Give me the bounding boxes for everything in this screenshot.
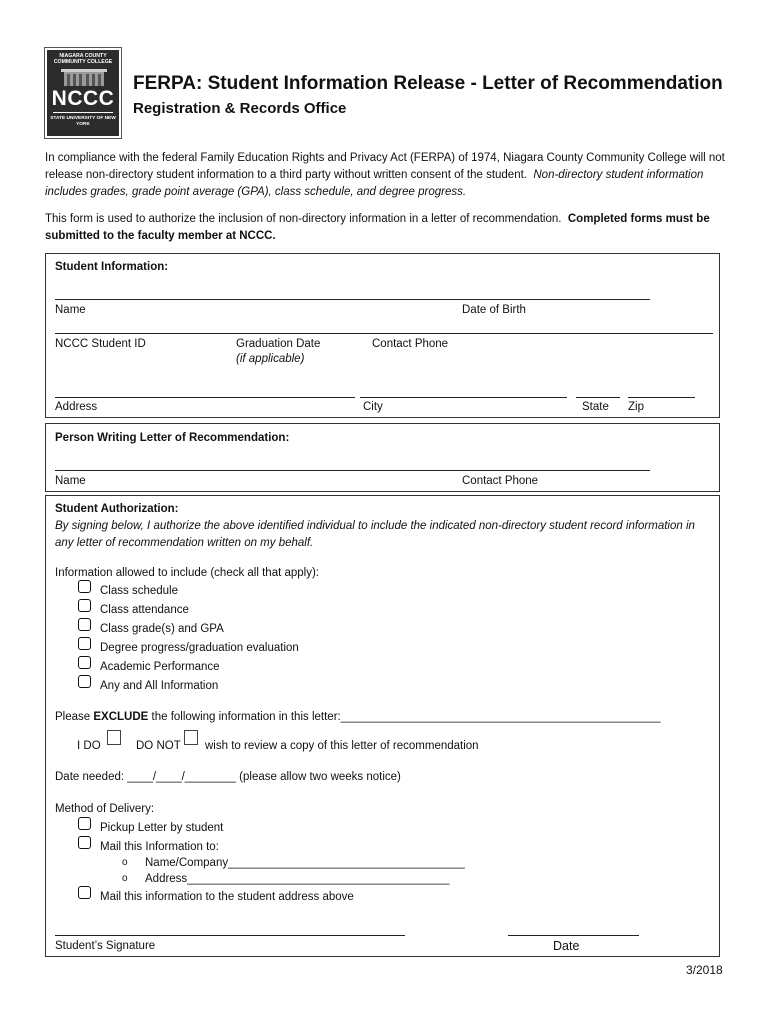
option-all-information: Any and All Information xyxy=(100,680,219,692)
writer-phone-label: Contact Phone xyxy=(462,475,539,487)
do-not-label: DO NOT xyxy=(136,740,181,752)
option-grades-gpa: Class grade(s) and GPA xyxy=(100,623,224,635)
option-class-attendance: Class attendance xyxy=(100,604,189,616)
mail-to-label: Mail this Information to: xyxy=(100,841,219,853)
student-id-field[interactable] xyxy=(55,333,713,334)
exclude-line[interactable] xyxy=(55,711,661,723)
pickup-label: Pickup Letter by student xyxy=(100,822,224,834)
signature-field[interactable] xyxy=(55,935,405,936)
mail-to-checkbox[interactable] xyxy=(78,836,91,849)
state-field[interactable] xyxy=(576,397,620,398)
option-degree-progress: Degree progress/graduation evaluation xyxy=(100,642,299,654)
mail-student-label: Mail this information to the student address above xyxy=(100,891,354,903)
mail-student-checkbox[interactable] xyxy=(78,886,91,899)
review-text: wish to review a copy of this letter of recommendation xyxy=(205,740,479,752)
zip-field[interactable] xyxy=(628,397,695,398)
student-id-label: NCCC Student ID xyxy=(55,338,146,350)
state-label: State xyxy=(582,401,609,413)
intro-text-2: This form is used to authorize the inclusion of non-directory information in a letter of recommendation. xyxy=(45,213,562,225)
pickup-checkbox[interactable] xyxy=(78,817,91,830)
logo-college-name: NIAGARA COUNTY COMMUNITY COLLEGE xyxy=(53,53,113,65)
mail-name-field[interactable]: Name/Company_____________________________________ xyxy=(145,857,465,869)
all-information-checkbox[interactable] xyxy=(78,675,91,688)
student-name-label: Name xyxy=(55,304,86,316)
class-attendance-checkbox[interactable] xyxy=(78,599,91,612)
authorization-statement: By signing below, I authorize the above identified individual to include the indicated non-directory student record information in any letter of recommendation written on my behalf. xyxy=(55,520,695,549)
grades-gpa-checkbox[interactable] xyxy=(78,618,91,631)
grad-date-label: Graduation Date xyxy=(236,338,321,350)
date-needed-field[interactable]: Date needed: ____/____/________ (please allow two weeks notice) xyxy=(55,771,401,783)
degree-progress-checkbox[interactable] xyxy=(78,637,91,650)
address-field[interactable] xyxy=(55,397,355,398)
allowed-info-label: Information allowed to include (check all that apply): xyxy=(55,567,320,579)
contact-phone-label: Contact Phone xyxy=(372,338,449,350)
intro-italic-text: Non-directory student information includes grades, grade point average (GPA), class schedule, and degree progress. xyxy=(45,169,704,198)
option-class-schedule: Class schedule xyxy=(100,585,178,597)
student-info-heading: Student Information: xyxy=(55,261,169,273)
zip-label: Zip xyxy=(628,401,644,413)
form-version: 3/2018 xyxy=(686,963,723,977)
student-info-section xyxy=(45,253,720,418)
page-subtitle: Registration & Records Office xyxy=(133,100,347,117)
intro-paragraph-1 xyxy=(45,150,725,201)
writer-name-field[interactable] xyxy=(55,470,650,471)
intro-text: In compliance with the federal Family Education Rights and Privacy Act (FERPA) of 1974, Niagara County Community College will not release non-directory student information to a third party without written consent of the student. xyxy=(45,152,725,181)
class-schedule-checkbox[interactable] xyxy=(78,580,91,593)
student-name-field[interactable] xyxy=(55,299,650,300)
page-title: FERPA: Student Information Release - Letter of Recommendation xyxy=(133,73,723,94)
building-icon xyxy=(61,66,107,86)
mail-address-field[interactable]: Address_________________________________________ xyxy=(145,873,450,885)
city-label: City xyxy=(363,401,383,413)
intro-paragraph-2 xyxy=(45,211,725,245)
bullet-icon: o xyxy=(122,857,128,868)
i-do-label: I DO xyxy=(77,740,101,752)
logo-abbreviation: NCCC xyxy=(51,87,115,110)
signature-label: Student’s Signature xyxy=(55,940,156,952)
do-not-checkbox[interactable] xyxy=(184,730,198,745)
exclude-bold: EXCLUDE xyxy=(93,711,149,723)
city-field[interactable] xyxy=(360,397,567,398)
address-label: Address xyxy=(55,401,98,413)
intro-bold-text: Completed forms must be submitted to the faculty member at NCCC. xyxy=(45,213,710,242)
delivery-method-label: Method of Delivery: xyxy=(55,803,155,815)
signature-date-field[interactable] xyxy=(508,935,639,936)
i-do-checkbox[interactable] xyxy=(107,730,121,745)
writer-name-label: Name xyxy=(55,475,86,487)
grad-date-note: (if applicable) xyxy=(236,353,305,365)
date-label: Date xyxy=(553,939,580,953)
logo-suny: STATE UNIVERSITY OF NEW YORK xyxy=(50,116,116,127)
academic-performance-checkbox[interactable] xyxy=(78,656,91,669)
authorization-section xyxy=(45,495,720,957)
authorization-heading: Student Authorization: xyxy=(55,503,179,515)
nccc-logo xyxy=(44,47,122,139)
writer-heading: Person Writing Letter of Recommendation: xyxy=(55,432,290,444)
exclude-suffix: the following information in this letter:__________________________________________________ xyxy=(148,711,661,723)
logo-divider xyxy=(53,112,113,113)
dob-label: Date of Birth xyxy=(462,304,526,316)
option-academic-performance: Academic Performance xyxy=(100,661,220,673)
bullet-icon: o xyxy=(122,873,128,884)
exclude-prefix: Please xyxy=(55,711,94,723)
